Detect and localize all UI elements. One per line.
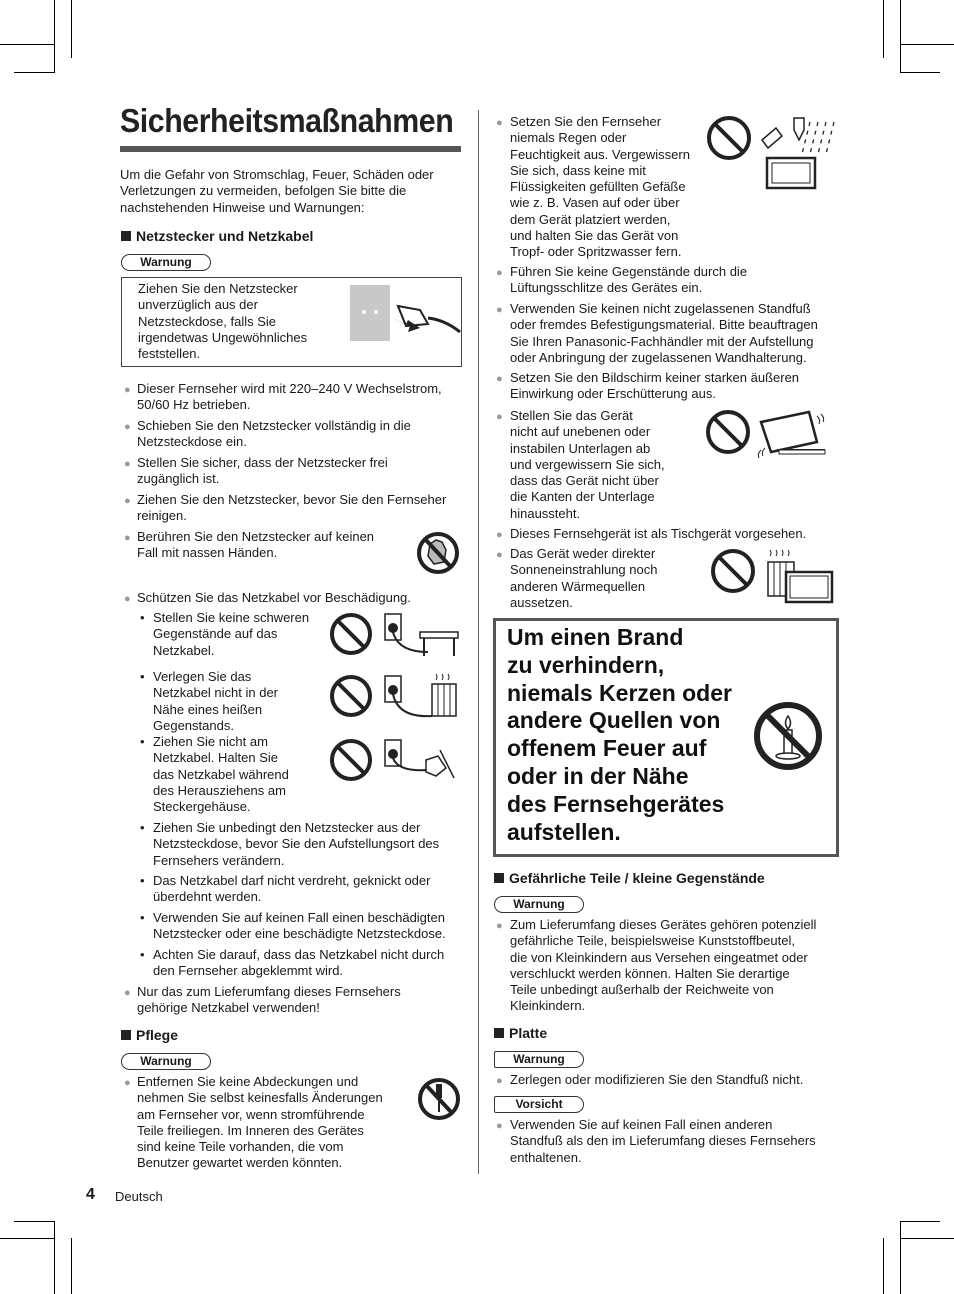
no-candle-icon bbox=[752, 700, 824, 772]
list-item-text: Führen Sie keine Gegenstände durch die Lüftungsschlitze des Gerätes ein. bbox=[510, 264, 748, 296]
no-water-icon bbox=[706, 114, 836, 192]
crop-mark bbox=[14, 72, 55, 73]
sub-list-item-text: Das Netzkabel darf nicht verdreht, geknickt oder überdehnt werden. bbox=[153, 873, 431, 905]
crop-mark bbox=[71, 1238, 72, 1294]
list-item: ● bbox=[496, 304, 503, 316]
list-item: ● bbox=[124, 421, 131, 433]
list-item: ● bbox=[124, 532, 131, 544]
sub-list-item-text: Stellen Sie keine schweren Gegenstände auf das Netzkabel. bbox=[153, 610, 310, 658]
page-number: 4 bbox=[86, 1186, 95, 1203]
heading-netzstecker: Netzstecker und Netzkabel bbox=[121, 228, 313, 245]
list-item-text: Zum Lieferumfang dieses Gerätes gehören potenziell gefährliche Teile, beispielsweise Kunststoffbeutel, die von Kleinkindern aus Versehen eingeatmet oder verschluckt werden können. Halten Sie derartige Teile unbedingt außerhalb der Reichweite von Kleinkindern. bbox=[510, 917, 817, 1014]
no-sunlight-heat-icon bbox=[710, 546, 834, 606]
warning-label: Warnung bbox=[494, 896, 584, 913]
unplug-icon bbox=[350, 284, 462, 344]
list-item-text: Stellen Sie sicher, dass der Netzstecker frei zugänglich ist. bbox=[137, 455, 388, 487]
list-item-text: Stellen Sie das Gerät nicht auf unebenen oder instabilen Unterlagen ab und vergewissern Sie sich, dass das Gerät nicht über die Kanten der Unterlage hinaussteht. bbox=[510, 408, 665, 521]
sub-list-item: • bbox=[140, 610, 145, 625]
list-item: ● bbox=[124, 495, 131, 507]
heading-platte: Platte bbox=[494, 1025, 547, 1042]
title-underline bbox=[120, 146, 461, 152]
fire-warning-text: Um einen Brand zu verhindern, niemals Kerzen oder andere Quellen von offenem Feuer auf oder in der Nähe des Fernsehgerätes aufstellen. bbox=[507, 624, 732, 845]
list-item-text: Verwenden Sie auf keinen Fall einen anderen Standfuß als den im Lieferumfang dieses Fernsehers enthaltenen. bbox=[510, 1117, 816, 1165]
column-divider bbox=[478, 110, 479, 1174]
list-item: ● bbox=[496, 920, 503, 932]
crop-mark bbox=[0, 1238, 55, 1239]
list-item: ● bbox=[124, 458, 131, 470]
sub-list-item: • bbox=[140, 910, 145, 925]
list-item: ● bbox=[496, 1120, 503, 1132]
list-item-text: Setzen Sie den Bildschirm keiner starken äußeren Einwirkung oder Erschütterung aus. bbox=[510, 370, 800, 402]
warning-box-text: Ziehen Sie den Netzstecker unverzüglich aus der Netzsteckdose, falls Sie irgendetwas Ungewöhnliches feststellen. bbox=[138, 281, 308, 362]
list-item: ● bbox=[124, 987, 131, 999]
sub-list-item: • bbox=[140, 873, 145, 888]
list-item: ● bbox=[496, 373, 503, 385]
sub-list-item: • bbox=[140, 947, 145, 962]
sub-list-item-text: Verlegen Sie das Netzkabel nicht in der Nähe eines heißen Gegenstands. bbox=[153, 669, 279, 733]
list-item: ● bbox=[124, 1077, 131, 1089]
list-item-text: Dieser Fernseher wird mit 220–240 V Wechselstrom, 50/60 Hz betrieben. bbox=[137, 381, 442, 413]
warning-label: Warnung bbox=[121, 254, 211, 271]
list-item: ● bbox=[496, 117, 503, 129]
list-item-text: Setzen Sie den Fernseher niemals Regen oder Feuchtigkeit aus. Vergewissern Sie sich, dass keine mit Flüssigkeiten gefüllten Gefäße wie z. B. Vasen auf oder über dem Gerät platziert werden, und halten Sie das Gerät von Tropf- oder Spritzwasser fern. bbox=[510, 114, 690, 260]
caution-label: Vorsicht bbox=[494, 1096, 584, 1113]
crop-mark bbox=[54, 1221, 55, 1294]
sub-list-item-text: Verwenden Sie auf keinen Fall einen beschädigten Netzstecker oder eine beschädigte Netzsteckdose. bbox=[153, 910, 446, 942]
crop-mark bbox=[54, 0, 55, 73]
crop-mark bbox=[900, 1238, 954, 1239]
no-heavy-objects-icon bbox=[328, 612, 460, 658]
list-item: ● bbox=[124, 384, 131, 396]
crop-mark bbox=[900, 72, 940, 73]
list-item: ● bbox=[496, 529, 503, 541]
list-item-text: Schieben Sie den Netzstecker vollständig in die Netzsteckdose ein. bbox=[137, 418, 411, 450]
no-wet-hands-icon bbox=[416, 530, 460, 576]
crop-mark bbox=[883, 1238, 884, 1294]
language-label: Deutsch bbox=[115, 1189, 163, 1204]
sub-list-item-text: Achten Sie darauf, dass das Netzkabel nicht durch den Fernseher abgeklemmt wird. bbox=[153, 947, 445, 979]
list-item-text: Dieses Fernsehgerät ist als Tischgerät vorgesehen. bbox=[510, 526, 807, 541]
list-item: ● bbox=[124, 593, 131, 605]
warning-label: Warnung bbox=[121, 1053, 211, 1070]
list-item: ● bbox=[496, 1075, 503, 1087]
page-title: Sicherheitsmaßnahmen bbox=[120, 102, 454, 139]
warning-label: Warnung bbox=[494, 1051, 584, 1068]
crop-mark bbox=[900, 0, 901, 73]
sub-list-item: • bbox=[140, 734, 145, 749]
list-item-text: Ziehen Sie den Netzstecker, bevor Sie den Fernseher reinigen. bbox=[137, 492, 447, 524]
list-item: ● bbox=[496, 411, 503, 423]
sub-list-item-text: Ziehen Sie nicht am Netzkabel. Halten Sie das Netzkabel während des Herausziehens am Steckergehäuse. bbox=[153, 734, 289, 815]
crop-mark bbox=[883, 0, 884, 58]
crop-mark bbox=[0, 44, 55, 45]
crop-mark bbox=[900, 1221, 901, 1294]
crop-mark bbox=[14, 1221, 55, 1222]
no-pull-cord-icon bbox=[328, 738, 460, 786]
list-item-text: Zerlegen oder modifizieren Sie den Standfuß nicht. bbox=[510, 1072, 804, 1087]
crop-mark bbox=[900, 44, 954, 45]
heading-small-parts: Gefährliche Teile / kleine Gegenstände bbox=[494, 870, 765, 887]
list-item-text: Schützen Sie das Netzkabel vor Beschädigung. bbox=[137, 590, 411, 605]
sub-list-item: • bbox=[140, 820, 145, 835]
no-disassemble-icon bbox=[417, 1076, 461, 1122]
list-item-text: Das Gerät weder direkter Sonneneinstrahlung noch anderen Wärmequellen aussetzen. bbox=[510, 546, 658, 610]
list-item-text: Verwenden Sie keinen nicht zugelassenen Standfuß oder fremdes Befestigungsmaterial. Bitte beauftragen Sie Ihren Panasonic-Fachhändler mit der Aufstellung oder Anbringung der zugelassenen Wandhalterung. bbox=[510, 301, 818, 365]
no-heat-icon bbox=[328, 672, 460, 720]
no-unstable-icon bbox=[705, 408, 833, 464]
list-item-text: Entfernen Sie keine Abdeckungen und nehmen Sie selbst keinesfalls Änderungen am Fernseher vor, wenn stromführende Teile freiliegen. Im Inneren des Gerätes sind keine Teile vorhanden, die vom Benutzer gewartet werden könnten. bbox=[137, 1074, 383, 1171]
list-item: ● bbox=[496, 549, 503, 561]
list-item-text: Berühren Sie den Netzstecker auf keinen Fall mit nassen Händen. bbox=[137, 529, 375, 561]
sub-list-item-text: Ziehen Sie unbedingt den Netzstecker aus der Netzsteckdose, bevor Sie den Aufstellungsort des Fernsehers verändern. bbox=[153, 820, 440, 868]
heading-pflege: Pflege bbox=[121, 1027, 178, 1044]
sub-list-item: • bbox=[140, 669, 145, 684]
list-item-text: Nur das zum Lieferumfang dieses Fernsehers gehörige Netzkabel verwenden! bbox=[137, 984, 401, 1016]
list-item: ● bbox=[496, 267, 503, 279]
crop-mark bbox=[71, 0, 72, 58]
intro-text: Um die Gefahr von Stromschlag, Feuer, Schäden oder Verletzungen zu vermeiden, befolgen Sie bitte die nachstehenden Hinweise und Warnungen: bbox=[120, 167, 434, 215]
crop-mark bbox=[900, 1221, 940, 1222]
